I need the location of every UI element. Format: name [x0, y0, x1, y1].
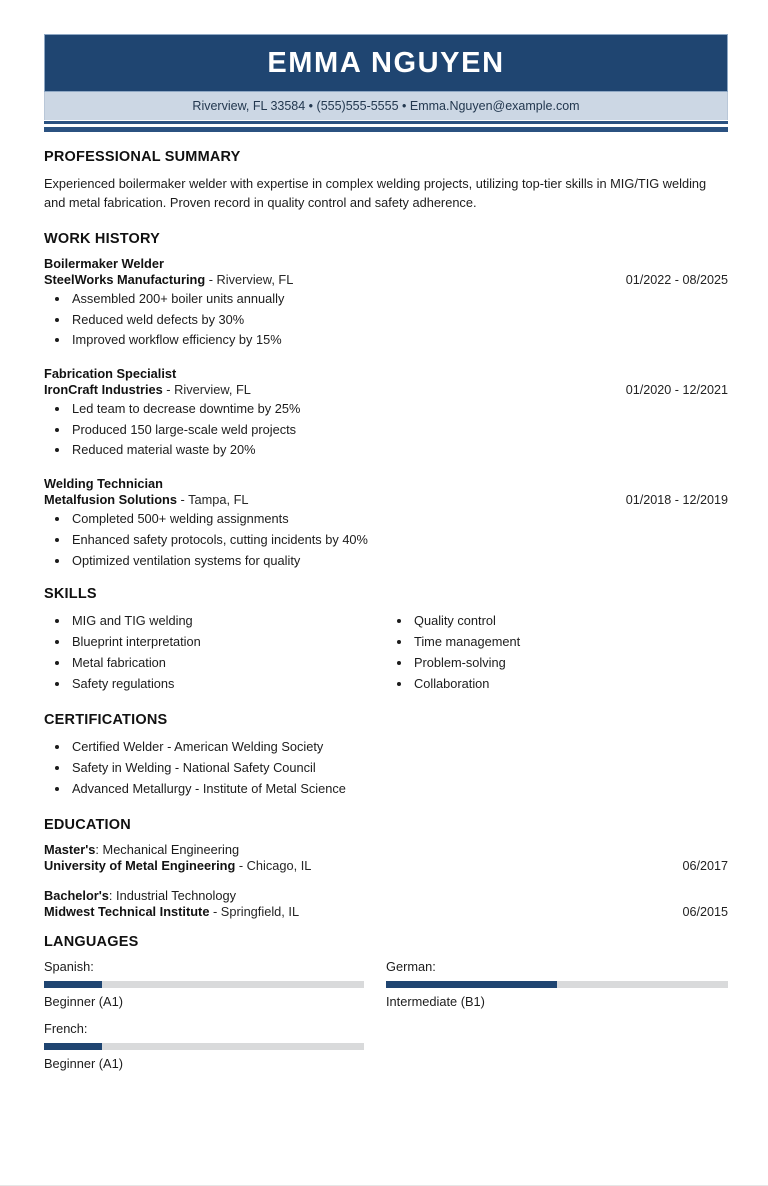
job-bullets: [44, 399, 728, 461]
skill-item: • Metal fabrication: [70, 653, 386, 674]
education-entry: [44, 888, 728, 919]
job-bullet: • Improved workflow efficiency by 15%: [70, 330, 728, 351]
section-certifications: [44, 712, 728, 799]
job-bullet: • Optimized ventilation systems for quality: [70, 551, 728, 572]
job-title: Boilermaker Welder: [44, 255, 164, 271]
language-name: German:: [386, 959, 436, 975]
language-name: Spanish:: [44, 959, 94, 975]
work-entry: [44, 256, 728, 351]
section-title-languages: LANGUAGES: [44, 934, 139, 951]
contact-banner: [44, 92, 728, 120]
education-degree-label: Bachelor's: [44, 888, 109, 904]
section-title-skills: SKILLS: [44, 586, 97, 603]
job-dates: 01/2020 - 12/2021: [625, 383, 728, 398]
section-languages: [44, 934, 728, 1083]
section-title-work-history: WORK HISTORY: [44, 230, 160, 247]
job-company: SteelWorks Manufacturing: [44, 271, 206, 287]
job-bullet: • Reduced material waste by 20%: [70, 440, 728, 461]
language-proficiency-bar: [44, 1043, 364, 1050]
job-company: Metalfusion Solutions: [44, 492, 177, 508]
education-school-group: [44, 858, 311, 873]
contact-line: Riverview, FL 33584 • (555)555-5555 • Emma.Nguyen@example.com: [192, 99, 580, 113]
job-bullets: [44, 509, 728, 571]
certifications-list: [44, 737, 728, 799]
certification-item: • Safety in Welding - National Safety Council: [70, 758, 728, 779]
job-location: - Riverview, FL: [162, 382, 251, 398]
section-title-certifications: CERTIFICATIONS: [44, 712, 168, 729]
skills-columns: [44, 611, 728, 694]
job-bullet: • Led team to decrease downtime by 25%: [70, 399, 728, 420]
job-bullets: [44, 289, 728, 351]
education-degree-field: : Industrial Technology: [108, 888, 237, 904]
name-banner: [44, 34, 728, 92]
job-org: [44, 492, 249, 507]
language-item-empty: [386, 1021, 728, 1071]
education-degree-field: : Mechanical Engineering: [95, 842, 240, 858]
language-item: [44, 1021, 386, 1071]
job-title: Fabrication Specialist: [44, 366, 177, 382]
language-level: Beginner (A1): [44, 1056, 123, 1072]
education-school: Midwest Technical Institute: [44, 904, 210, 920]
job-location: - Riverview, FL: [205, 271, 294, 287]
education-degree-label: Master's: [44, 842, 96, 858]
education-degree: [44, 842, 728, 857]
skill-item: • Safety regulations: [70, 674, 386, 695]
job-org-line: [44, 272, 728, 287]
job-org: [44, 382, 251, 397]
education-school-line: [44, 904, 728, 919]
work-entry: [44, 476, 728, 571]
skill-item: • Quality control: [412, 611, 728, 632]
education-entry: [44, 842, 728, 873]
certification-item: • Advanced Metallurgy - Institute of Metal Science: [70, 779, 728, 800]
language-level: Intermediate (B1): [386, 994, 485, 1010]
skill-item: • MIG and TIG welding: [70, 611, 386, 632]
job-dates: 01/2022 - 08/2025: [625, 272, 728, 287]
job-bullet: • Completed 500+ welding assignments: [70, 509, 728, 530]
skill-item: • Time management: [412, 632, 728, 653]
language-level: Beginner (A1): [44, 994, 123, 1010]
education-date: 06/2015: [682, 905, 728, 920]
skills-list-left: [44, 611, 386, 694]
resume-body: [44, 132, 728, 1083]
candidate-name: EMMA NGUYEN: [267, 46, 505, 79]
section-work-history: [44, 231, 728, 571]
job-bullet: • Reduced weld defects by 30%: [70, 310, 728, 331]
language-proficiency-fill: [44, 1043, 102, 1050]
job-company: IronCraft Industries: [44, 382, 163, 398]
resume-header: [44, 34, 728, 132]
education-date: 06/2017: [682, 859, 728, 874]
resume-page: [0, 34, 768, 1186]
skills-column-left: [44, 611, 386, 694]
certification-item: • Certified Welder - American Welding Society: [70, 737, 728, 758]
education-school-group: [44, 904, 299, 919]
skill-item: • Problem-solving: [412, 653, 728, 674]
job-bullet: • Produced 150 large-scale weld projects: [70, 420, 728, 441]
language-item: [44, 959, 386, 1009]
skills-list-right: [386, 611, 728, 694]
language-proficiency-fill: [44, 981, 102, 988]
job-location: - Tampa, FL: [176, 492, 249, 508]
job-org-line: [44, 382, 728, 397]
education-location: - Chicago, IL: [235, 858, 312, 874]
skill-item: • Collaboration: [412, 674, 728, 695]
job-bullet: • Assembled 200+ boiler units annually: [70, 289, 728, 310]
language-name: French:: [44, 1021, 88, 1037]
language-item: [386, 959, 728, 1009]
language-proficiency-fill: [386, 981, 557, 988]
education-school-line: [44, 858, 728, 873]
section-title-summary: PROFESSIONAL SUMMARY: [44, 149, 241, 165]
language-proficiency-bar: [386, 981, 728, 988]
education-location: - Springfield, IL: [209, 904, 300, 920]
education-school: University of Metal Engineering: [44, 858, 236, 874]
section-professional-summary: [44, 149, 728, 213]
section-education: [44, 817, 728, 919]
skills-column-right: [386, 611, 728, 694]
job-dates: 01/2018 - 12/2019: [625, 493, 728, 508]
languages-grid: [44, 959, 728, 1083]
job-bullet: • Enhanced safety protocols, cutting incidents by 40%: [70, 530, 728, 551]
skill-item: • Blueprint interpretation: [70, 632, 386, 653]
work-entry: [44, 366, 728, 461]
section-title-education: EDUCATION: [44, 817, 131, 834]
language-proficiency-bar: [44, 981, 364, 988]
job-org: [44, 272, 293, 287]
section-skills: [44, 586, 728, 694]
summary-text: Experienced boilermaker welder with expertise in complex welding projects, utilizing top-tier skills in MIG/TIG welding and metal fabrication. Proven record in quality control and safety adherence.: [44, 176, 707, 211]
job-title: Welding Technician: [44, 476, 163, 492]
education-degree: [44, 888, 728, 903]
job-org-line: [44, 492, 728, 507]
